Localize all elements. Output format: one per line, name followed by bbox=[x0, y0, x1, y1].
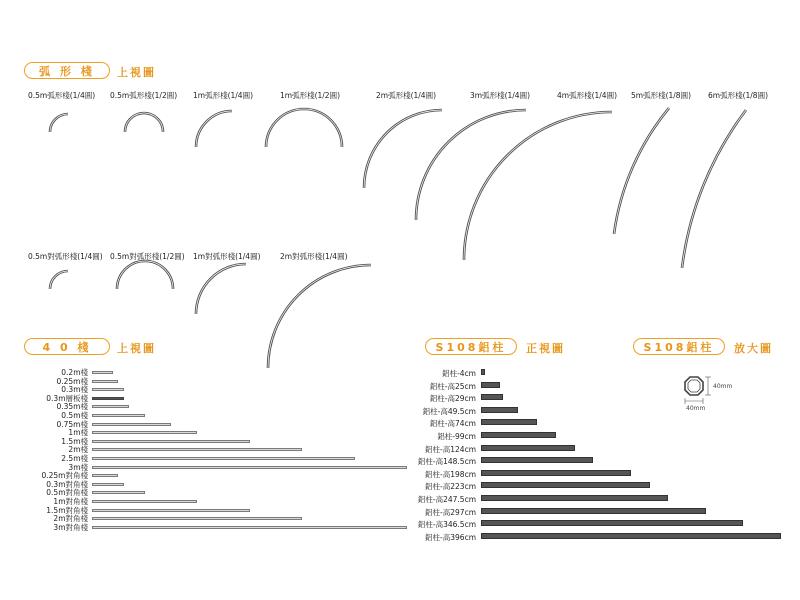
arc-shape bbox=[416, 110, 526, 220]
column-label: 鋁柱-高223cm bbox=[425, 482, 476, 492]
arc-label: 4m弧形棧(1/4圓) bbox=[557, 91, 617, 100]
column-label: 鋁柱-高29cm bbox=[429, 394, 476, 404]
forty-bar-label: 0.3m對角棧 bbox=[46, 479, 88, 489]
arc-shape bbox=[614, 108, 669, 234]
arc-shape bbox=[682, 110, 746, 268]
forty-bar-label: 0.25m棧 bbox=[56, 376, 88, 386]
forty-bar bbox=[92, 414, 145, 417]
arc-label: 0.5m對弧形棧(1/4圓) bbox=[28, 252, 103, 261]
column-bar bbox=[481, 394, 503, 400]
arc-label: 1m對弧形棧(1/4圓) bbox=[193, 252, 261, 261]
forty-bar bbox=[92, 380, 118, 383]
column-bar bbox=[481, 495, 668, 501]
forty-bar-label: 2m棧 bbox=[68, 445, 88, 455]
forty-bar bbox=[92, 440, 250, 443]
forty-bar-label: 3m棧 bbox=[68, 462, 88, 472]
arc-label: 0.5m弧形棧(1/4圓) bbox=[28, 91, 96, 100]
column-label: 鋁柱-高247.5cm bbox=[417, 495, 476, 504]
column-label: 鋁柱-高124cm bbox=[425, 444, 476, 454]
forty-section-pill: 4 0 棧 bbox=[24, 338, 110, 355]
column-label: 鋁柱-高396cm bbox=[425, 532, 476, 542]
column-bar bbox=[481, 533, 781, 539]
column-bar bbox=[481, 520, 743, 526]
forty-bar-label: 1m棧 bbox=[68, 428, 88, 438]
arc-label: 3m弧形棧(1/4圓) bbox=[470, 91, 530, 100]
forty-bar-label: 1m對角棧 bbox=[53, 497, 88, 506]
column-bar bbox=[481, 369, 485, 375]
arc-shape bbox=[268, 265, 371, 368]
forty-bar bbox=[92, 491, 145, 494]
forty-bar bbox=[92, 517, 302, 520]
arc-shape bbox=[196, 264, 246, 314]
forty-bar-label: 1.5m對角棧 bbox=[46, 505, 88, 515]
forty-bar-label: 0.75m棧 bbox=[56, 419, 88, 429]
forty-bar-label: 2m對角棧 bbox=[53, 514, 88, 524]
arc-label: 1m弧形棧(1/2圓) bbox=[280, 91, 340, 100]
column-bar bbox=[481, 470, 631, 476]
column-label: 鋁柱-高346.5cm bbox=[417, 520, 476, 530]
arc-label: 2m弧形棧(1/4圓) bbox=[376, 91, 436, 100]
forty-bar-label: 0.5m對角棧 bbox=[46, 488, 88, 498]
column-bar bbox=[481, 445, 575, 451]
arc-shape bbox=[464, 112, 612, 260]
column-bar bbox=[481, 382, 500, 388]
forty-bar-label: 1.5m棧 bbox=[61, 436, 88, 446]
forty-bar bbox=[92, 457, 355, 460]
column-label: 鋁柱-4cm bbox=[442, 369, 476, 378]
forty-bar-label: 0.25m對角棧 bbox=[41, 471, 88, 481]
forty-bar bbox=[92, 474, 118, 477]
zoom-dim-height: 40mm bbox=[713, 383, 733, 390]
forty-bar bbox=[92, 483, 124, 486]
arc-label: 5m弧形棧(1/8圓) bbox=[631, 91, 691, 100]
forty-bar bbox=[92, 500, 197, 503]
forty-bar bbox=[92, 423, 171, 426]
arc-shape bbox=[364, 110, 442, 188]
forty-bar bbox=[92, 397, 124, 400]
forty-bar bbox=[92, 388, 124, 391]
octagon-profile-icon bbox=[685, 377, 711, 404]
arc-shape bbox=[117, 261, 173, 289]
forty-bar bbox=[92, 405, 129, 408]
arc-shape bbox=[266, 109, 342, 147]
forty-bar bbox=[92, 431, 197, 434]
arc-section-view: 上視圖 bbox=[117, 66, 156, 79]
column-bar bbox=[481, 457, 593, 463]
arc-shape bbox=[196, 111, 232, 147]
arc-section-pill: 弧 形 棧 bbox=[24, 62, 110, 79]
column-label: 鋁柱-高198cm bbox=[425, 469, 476, 479]
forty-section-view: 上視圖 bbox=[117, 342, 156, 355]
column-label: 鋁柱-高49.5cm bbox=[422, 406, 476, 416]
forty-bar bbox=[92, 448, 302, 451]
forty-bar-label: 2.5m棧 bbox=[61, 454, 88, 463]
column-label: 鋁柱-高25cm bbox=[429, 381, 476, 391]
forty-bar-label: 0.3m層板棧 bbox=[46, 393, 88, 403]
forty-bar-label: 0.5m棧 bbox=[61, 411, 88, 420]
column-bar bbox=[481, 419, 537, 425]
arc-label: 0.5m弧形棧(1/2圓) bbox=[110, 91, 178, 100]
column-bar bbox=[481, 407, 518, 413]
forty-bar bbox=[92, 509, 250, 512]
forty-bar bbox=[92, 371, 113, 374]
zoom-dim-width: 40mm bbox=[686, 405, 706, 412]
s108-zoom-pill: S108鋁柱 bbox=[633, 338, 725, 355]
column-label: 鋁柱-高297cm bbox=[425, 507, 476, 517]
column-label: 鋁柱-高148.5cm bbox=[417, 457, 476, 467]
forty-bar-label: 0.35m棧 bbox=[56, 402, 88, 412]
forty-bar-label: 0.2m棧 bbox=[61, 368, 88, 377]
s108-front-view: 正視圖 bbox=[526, 342, 565, 355]
arc-label: 1m弧形棧(1/4圓) bbox=[193, 91, 253, 100]
column-label: 鋁柱-99cm bbox=[437, 432, 476, 441]
column-bar bbox=[481, 508, 706, 514]
s108-front-pill: S108鋁柱 bbox=[425, 338, 517, 355]
s108-zoom-view: 放大圖 bbox=[734, 342, 773, 355]
column-bar bbox=[481, 432, 556, 438]
column-label: 鋁柱-高74cm bbox=[429, 419, 476, 429]
arc-shape bbox=[125, 113, 163, 132]
forty-bar bbox=[92, 526, 407, 529]
forty-bar bbox=[92, 466, 407, 469]
forty-bar-label: 3m對角棧 bbox=[53, 522, 88, 532]
arc-label: 6m弧形棧(1/8圓) bbox=[708, 91, 768, 100]
arc-label: 2m對弧形棧(1/4圓) bbox=[280, 252, 348, 261]
forty-bar-label: 0.3m棧 bbox=[61, 385, 88, 395]
column-bar bbox=[481, 482, 650, 488]
arc-label: 0.5m對弧形棧(1/2圓) bbox=[110, 252, 185, 261]
